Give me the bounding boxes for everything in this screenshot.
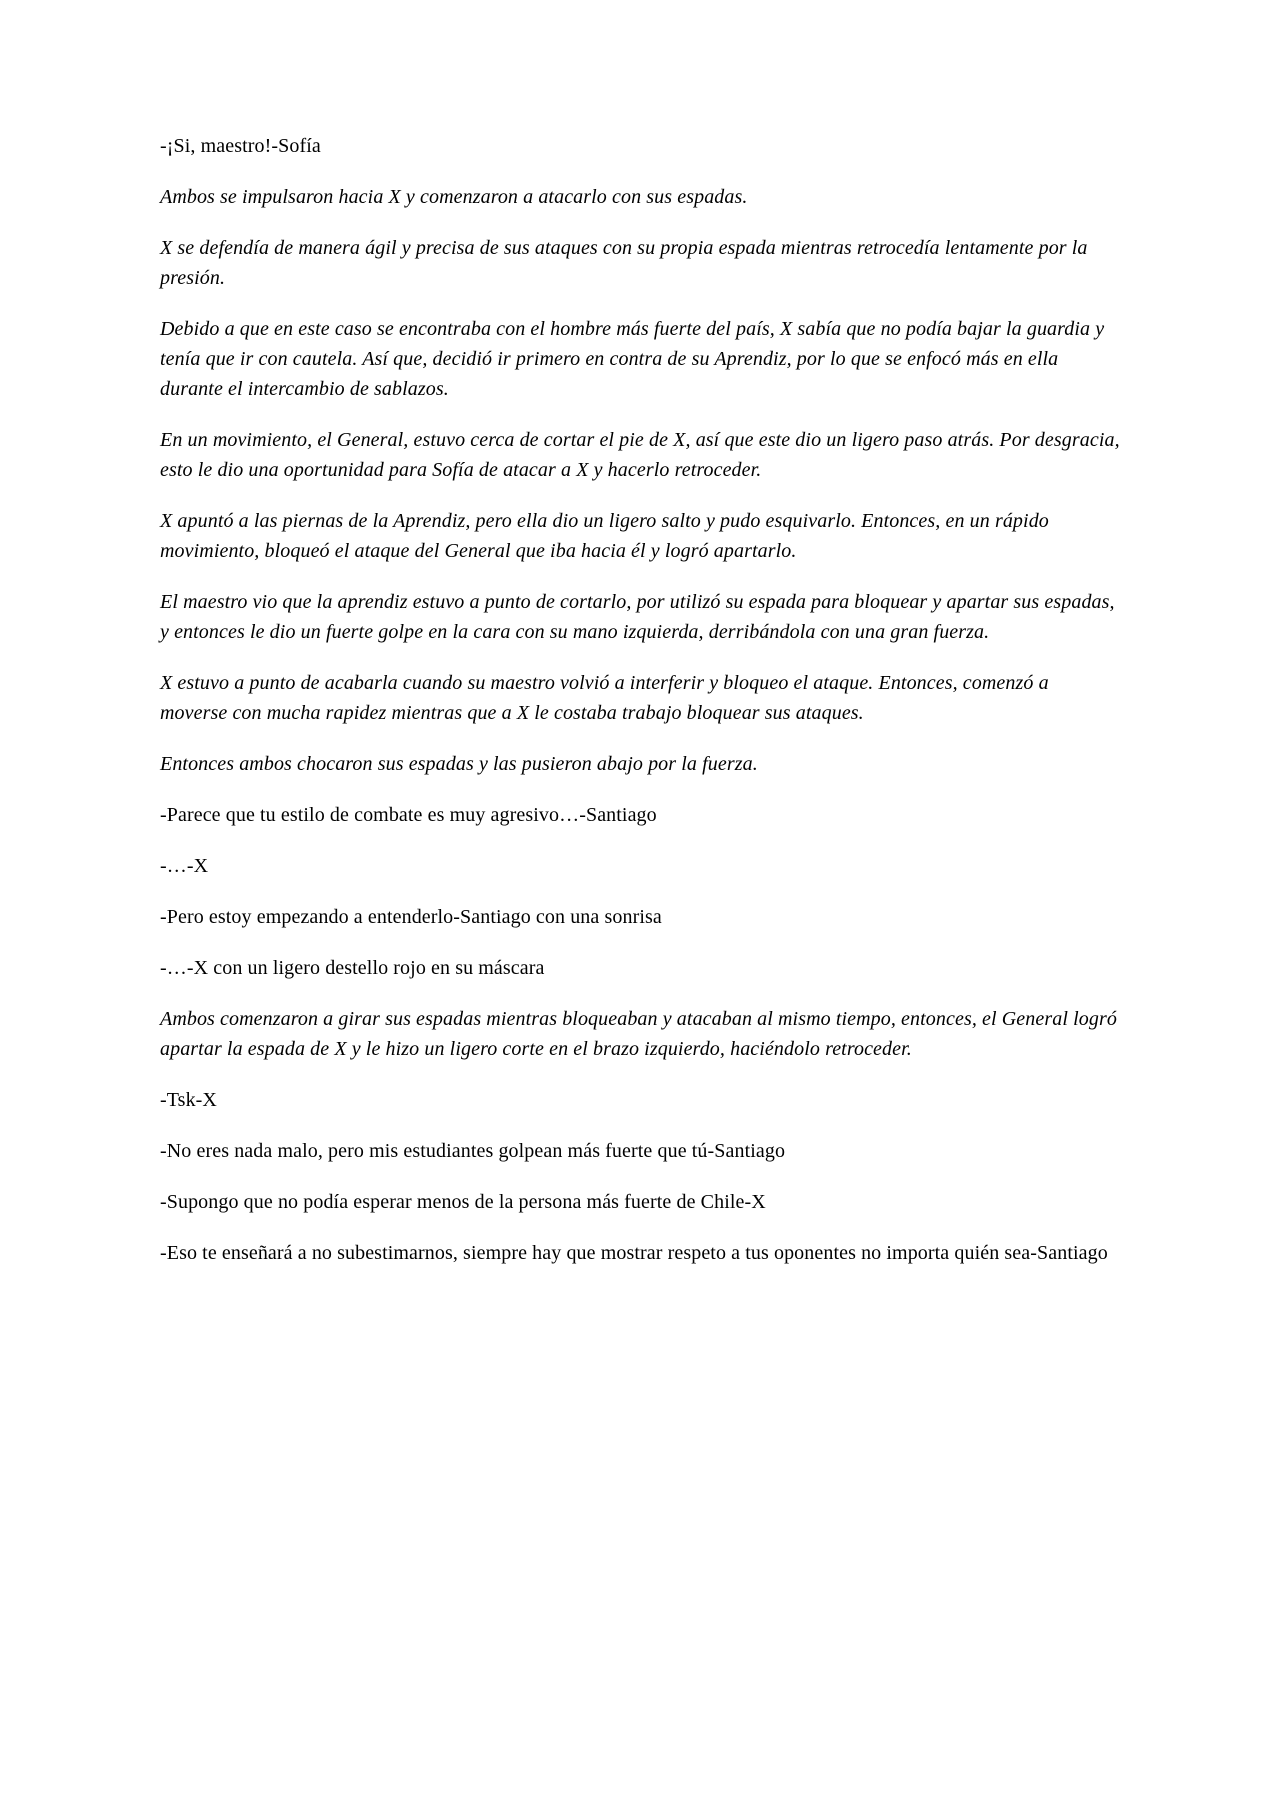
document-content — [160, 0, 1120, 1268]
dialogue-paragraph: -No eres nada malo, pero mis estudiantes golpean más fuerte que tú-Santiago — [160, 1140, 786, 1162]
dialogue-paragraph: -¡Si, maestro!-Sofía — [160, 135, 321, 157]
dialogue-paragraph: -Tsk-X — [160, 1089, 217, 1111]
narration-paragraph: Ambos se impulsaron hacia X y comenzaron a atacarlo con sus espadas. — [160, 186, 748, 208]
narration-paragraph: Debido a que en este caso se encontraba con el hombre más fuerte del país, X sabía que no podía bajar la guardia y tenía que ir con cautela. Así que, decidió ir primero en contra de su Aprendiz, por lo que se enfocó más en ella durante el intercambio de sablazos. — [160, 318, 1105, 400]
narration-paragraph: El maestro vio que la aprendiz estuvo a punto de cortarlo, por utilizó su espada para bloquear y apartar sus espadas, y entonces le dio un fuerte golpe en la cara con su mano izquierda, derribándola con una gran fuerza. — [160, 591, 1115, 643]
narration-paragraph: X se defendía de manera ágil y precisa de sus ataques con su propia espada mientras retrocedía lentamente por la presión. — [160, 237, 1088, 289]
narration-paragraph: X estuvo a punto de acabarla cuando su maestro volvió a interferir y bloqueo el ataque. Entonces, comenzó a moverse con mucha rapidez mientras que a X le costaba trabajo bloquear sus ataques. — [160, 672, 1049, 724]
dialogue-paragraph: -Parece que tu estilo de combate es muy agresivo…-Santiago — [160, 804, 657, 826]
dialogue-paragraph: -Supongo que no podía esperar menos de la persona más fuerte de Chile-X — [160, 1191, 766, 1213]
narration-paragraph: X apuntó a las piernas de la Aprendiz, pero ella dio un ligero salto y pudo esquivarlo. Entonces, en un rápido movimiento, bloqueó el ataque del General que iba hacia él y logró apartarlo. — [160, 510, 1049, 562]
narration-paragraph: Ambos comenzaron a girar sus espadas mientras bloqueaban y atacaban al mismo tiempo, entonces, el General logró apartar la espada de X y le hizo un ligero corte en el brazo izquierdo, haciéndolo retroceder. — [160, 1008, 1117, 1060]
dialogue-paragraph: -…-X — [160, 855, 209, 877]
dialogue-paragraph: -…-X con un ligero destello rojo en su máscara — [160, 957, 545, 979]
dialogue-paragraph: -Pero estoy empezando a entenderlo-Santiago con una sonrisa — [160, 906, 662, 928]
narration-paragraph: En un movimiento, el General, estuvo cerca de cortar el pie de X, así que este dio un ligero paso atrás. Por desgracia, esto le dio una oportunidad para Sofía de atacar a X y hacerlo retroceder. — [160, 429, 1120, 481]
narration-paragraph: Entonces ambos chocaron sus espadas y las pusieron abajo por la fuerza. — [160, 753, 758, 775]
dialogue-paragraph: -Eso te enseñará a no subestimarnos, siempre hay que mostrar respeto a tus oponentes no importa quién sea-Santiago — [160, 1242, 1108, 1264]
